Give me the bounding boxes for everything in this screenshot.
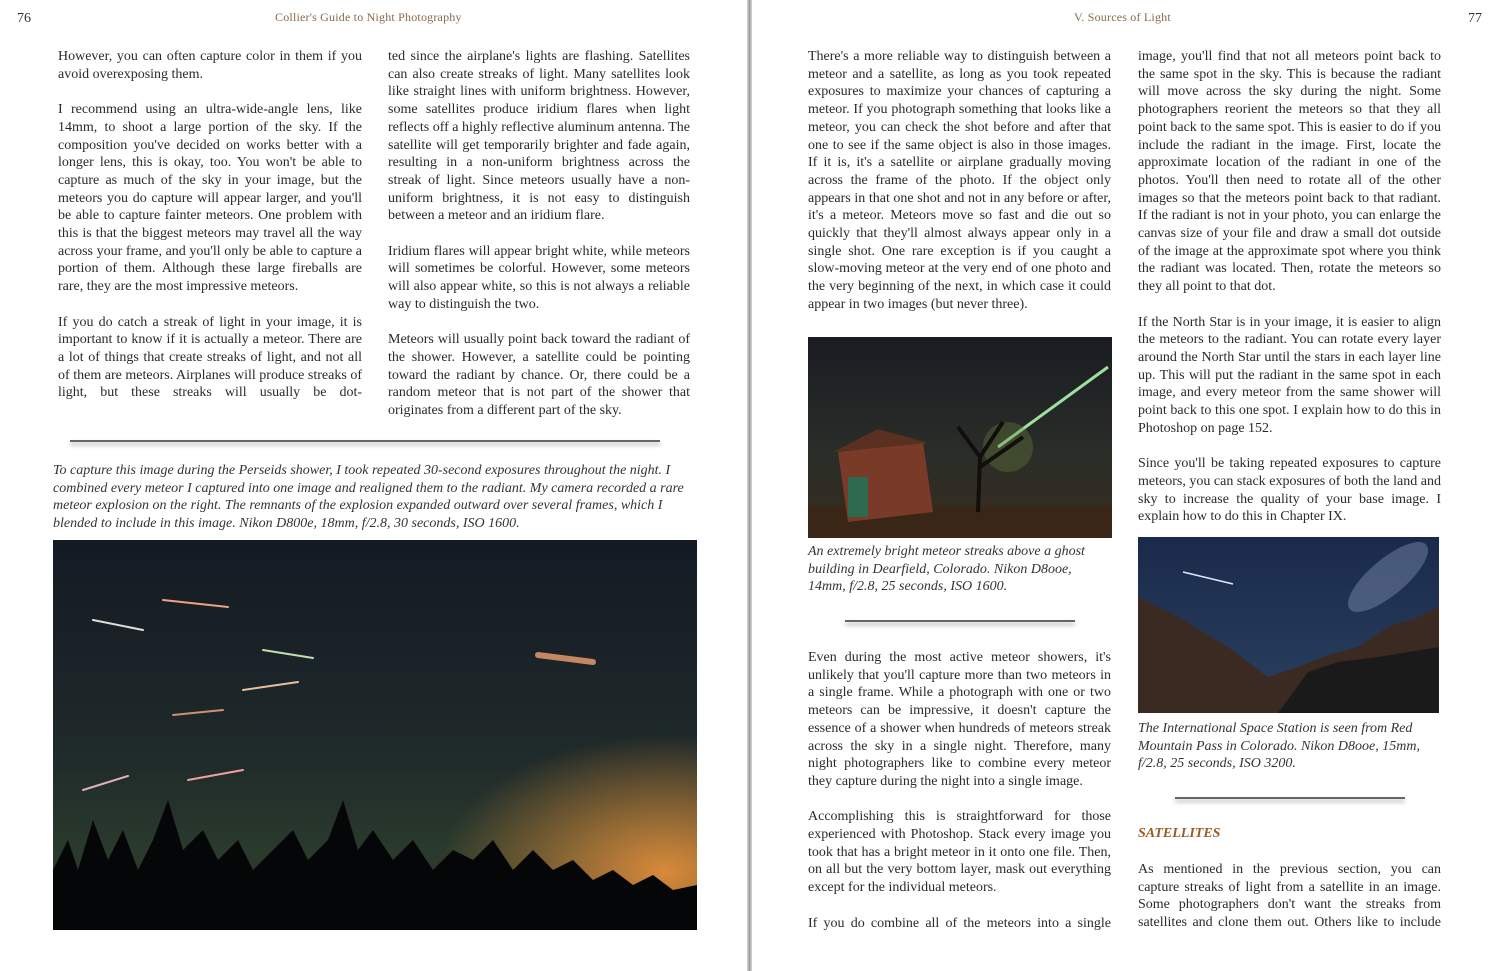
text-column-1-top xyxy=(808,48,1111,331)
paragraph: If you do catch a streak of light in your image, it is important to know if it is actually a meteor. There are a lot of things that create streaks of light, and not all of them are meteors. Airplanes will produce streaks of light, but these streaks will usually be dot- xyxy=(58,314,362,401)
paragraph: ted since the airplane's lights are flashing. Satellites can also create streaks of light. Many satellites look like straight lines with uniform brightness. However, some satellites produce iridium flares when light reflects off a highly reflective aluminum antenna. The satellite will get temporarily brighter and fade again, resulting in a non-uniform brightness across the streak of light. Since meteors usually have a non-uniform brightness, it is not easy to distinguish between a meteor and an iridium flare. xyxy=(388,49,690,224)
paragraph: There's a more reliable way to distinguish between a meteor and a satellite, as long as you took repeated exposures to maximize your chances of capturing a meteor. If you photograph something that looks like a meteor, you can check the shot before and after that one to see if the same object is also in those images. If it is, it's a satellite or airplane gradually moving across the frame of the photo. If the object only appears in that one shot and not in any before or after, it's a meteor. Meteors move so fast and die out so quickly that they'll almost always appear only in a single shot. One rare exception is if you caught a slow-moving meteor at the very end of one photo and the very beginning of the next, in which case it could appear in two images (but never three). xyxy=(808,49,1111,312)
text-column-2 xyxy=(388,48,690,437)
right-page xyxy=(752,0,1500,971)
paragraph: Iridium flares will appear bright white, while meteors will sometimes be colorful. However, some meteors will also appear white, so this is not always a reliable way to distinguish the two. xyxy=(388,243,690,312)
section-heading: SATELLITES xyxy=(1138,826,1221,841)
paragraph: image, you'll find that not all meteors point back to the same spot in the sky. This is because the radiant will move across the sky during the night. Some photographers reorient the meteors so that they all point back to the same spot. This is easier to do if you include the radiant in the image. First, locate the approximate location of the radiant in one of the photos. You'll then need to rotate all of the other images so that the meteors point back to that radiant. If the radiant is not in your photo, you can enlarge the canvas size of your file and draw a small dot outside of the image at the approximate spot where you think the radiant was located. Then, rotate the meteors so they all point to that dot. xyxy=(1138,49,1441,295)
text-column-1 xyxy=(58,48,362,420)
paragraph: If the North Star is in your image, it is easier to align the meteors to the radiant. You can rotate every layer around the North Star until the stars in each layer line up. This will put the radiant in the same spot in each image, and every meteor from the same shower will point back to this one spot. I explain how to do this in Photoshop on page 152. xyxy=(1138,314,1441,436)
paragraph: As mentioned in the previous section, you can capture streaks of light from a satellite in an image. Some photographers don't want the streaks from satellites and clone them out. Others like to include xyxy=(1138,862,1441,931)
running-head: V. Sources of Light xyxy=(1074,10,1171,24)
page-number: 76 xyxy=(17,11,31,26)
paragraph: Since you'll be taking repeated exposures to capture meteors, you can stack exposures of both the land and sky to increase the quality of your base image. I explain how to do this in Chapter IX. xyxy=(1138,456,1441,525)
paragraph: Even during the most active meteor showers, it's unlikely that you'll capture more than two meteors in a single frame. While a photograph with one or two meteors can be impressive, it doesn't capture the essence of a shower when hundreds of meteors streak across the sky in a single night. Therefore, many night photographers like to combine every meteor they capture during the night into a single image. xyxy=(808,650,1111,789)
paragraph: If you do combine all of the meteors into a single xyxy=(808,915,1111,931)
ghost-building-meteor-photo xyxy=(808,337,1112,538)
meteor-shower-photo xyxy=(53,540,697,930)
text-column-2-bottom xyxy=(1138,861,1441,950)
paragraph: I recommend using an ultra-wide-angle lens, like 14mm, to shoot a large portion of the sky. If the composition you've decided on works better with a longer lens, this is okay, too. You won't be able to capture as much of the sky in your image, but the meteors you do capture will appear larger, and you'll be able to capture fainter meteors. One problem with this is that the biggest meteors may travel all the way across your frame, and you'll only be able to capture a portion of them. Although these large fireballs are rare, they are the most impressive meteors. xyxy=(58,102,362,295)
text-column-2-top xyxy=(1138,48,1441,544)
divider xyxy=(845,620,1075,622)
photo-caption: An extremely bright meteor streaks above a ghost building in Dearfield, Colorado. Nikon D8ooe, 14mm, f/2.8, 25 seconds, ISO 1600. xyxy=(808,544,1085,594)
text-column-1-bottom xyxy=(808,649,1111,950)
divider xyxy=(1175,797,1405,799)
divider xyxy=(70,440,660,442)
running-head: Collier's Guide to Night Photography xyxy=(275,10,462,24)
photo-caption: To capture this image during the Perseids shower, I took repeated 30-second exposures throughout the night. I combined every meteor I captured into one image and realigned them to the radiant. My camera recorded a rare meteor explosion on the right. The remnants of the explosion expanded outward over several frames, which I blended to include in this image. Nikon D800e, 18mm, f/2.8, 30 seconds, ISO 1600. xyxy=(53,463,684,531)
photo-caption: The International Space Station is seen from Red Mountain Pass in Colorado. Nikon D8ooe, 15mm, f/2.8, 25 seconds, ISO 3200. xyxy=(1138,721,1420,771)
paragraph: Meteors will usually point back toward the radiant of the shower. However, a satellite could be pointing toward the radiant by chance. Or, there could be a random meteor that is not part of the shower that originates from a different part of the sky. xyxy=(388,332,690,419)
left-page xyxy=(0,0,748,971)
page-number: 77 xyxy=(1468,11,1482,26)
space-station-photo xyxy=(1138,537,1439,713)
paragraph: However, you can often capture color in them if you avoid overexposing them. xyxy=(58,49,362,82)
paragraph: Accomplishing this is straightforward for those experienced with Photoshop. Stack every image you took that has a bright meteor in it onto one file. Then, on all but the very bottom layer, mask out everything except for the individual meteors. xyxy=(808,809,1111,896)
